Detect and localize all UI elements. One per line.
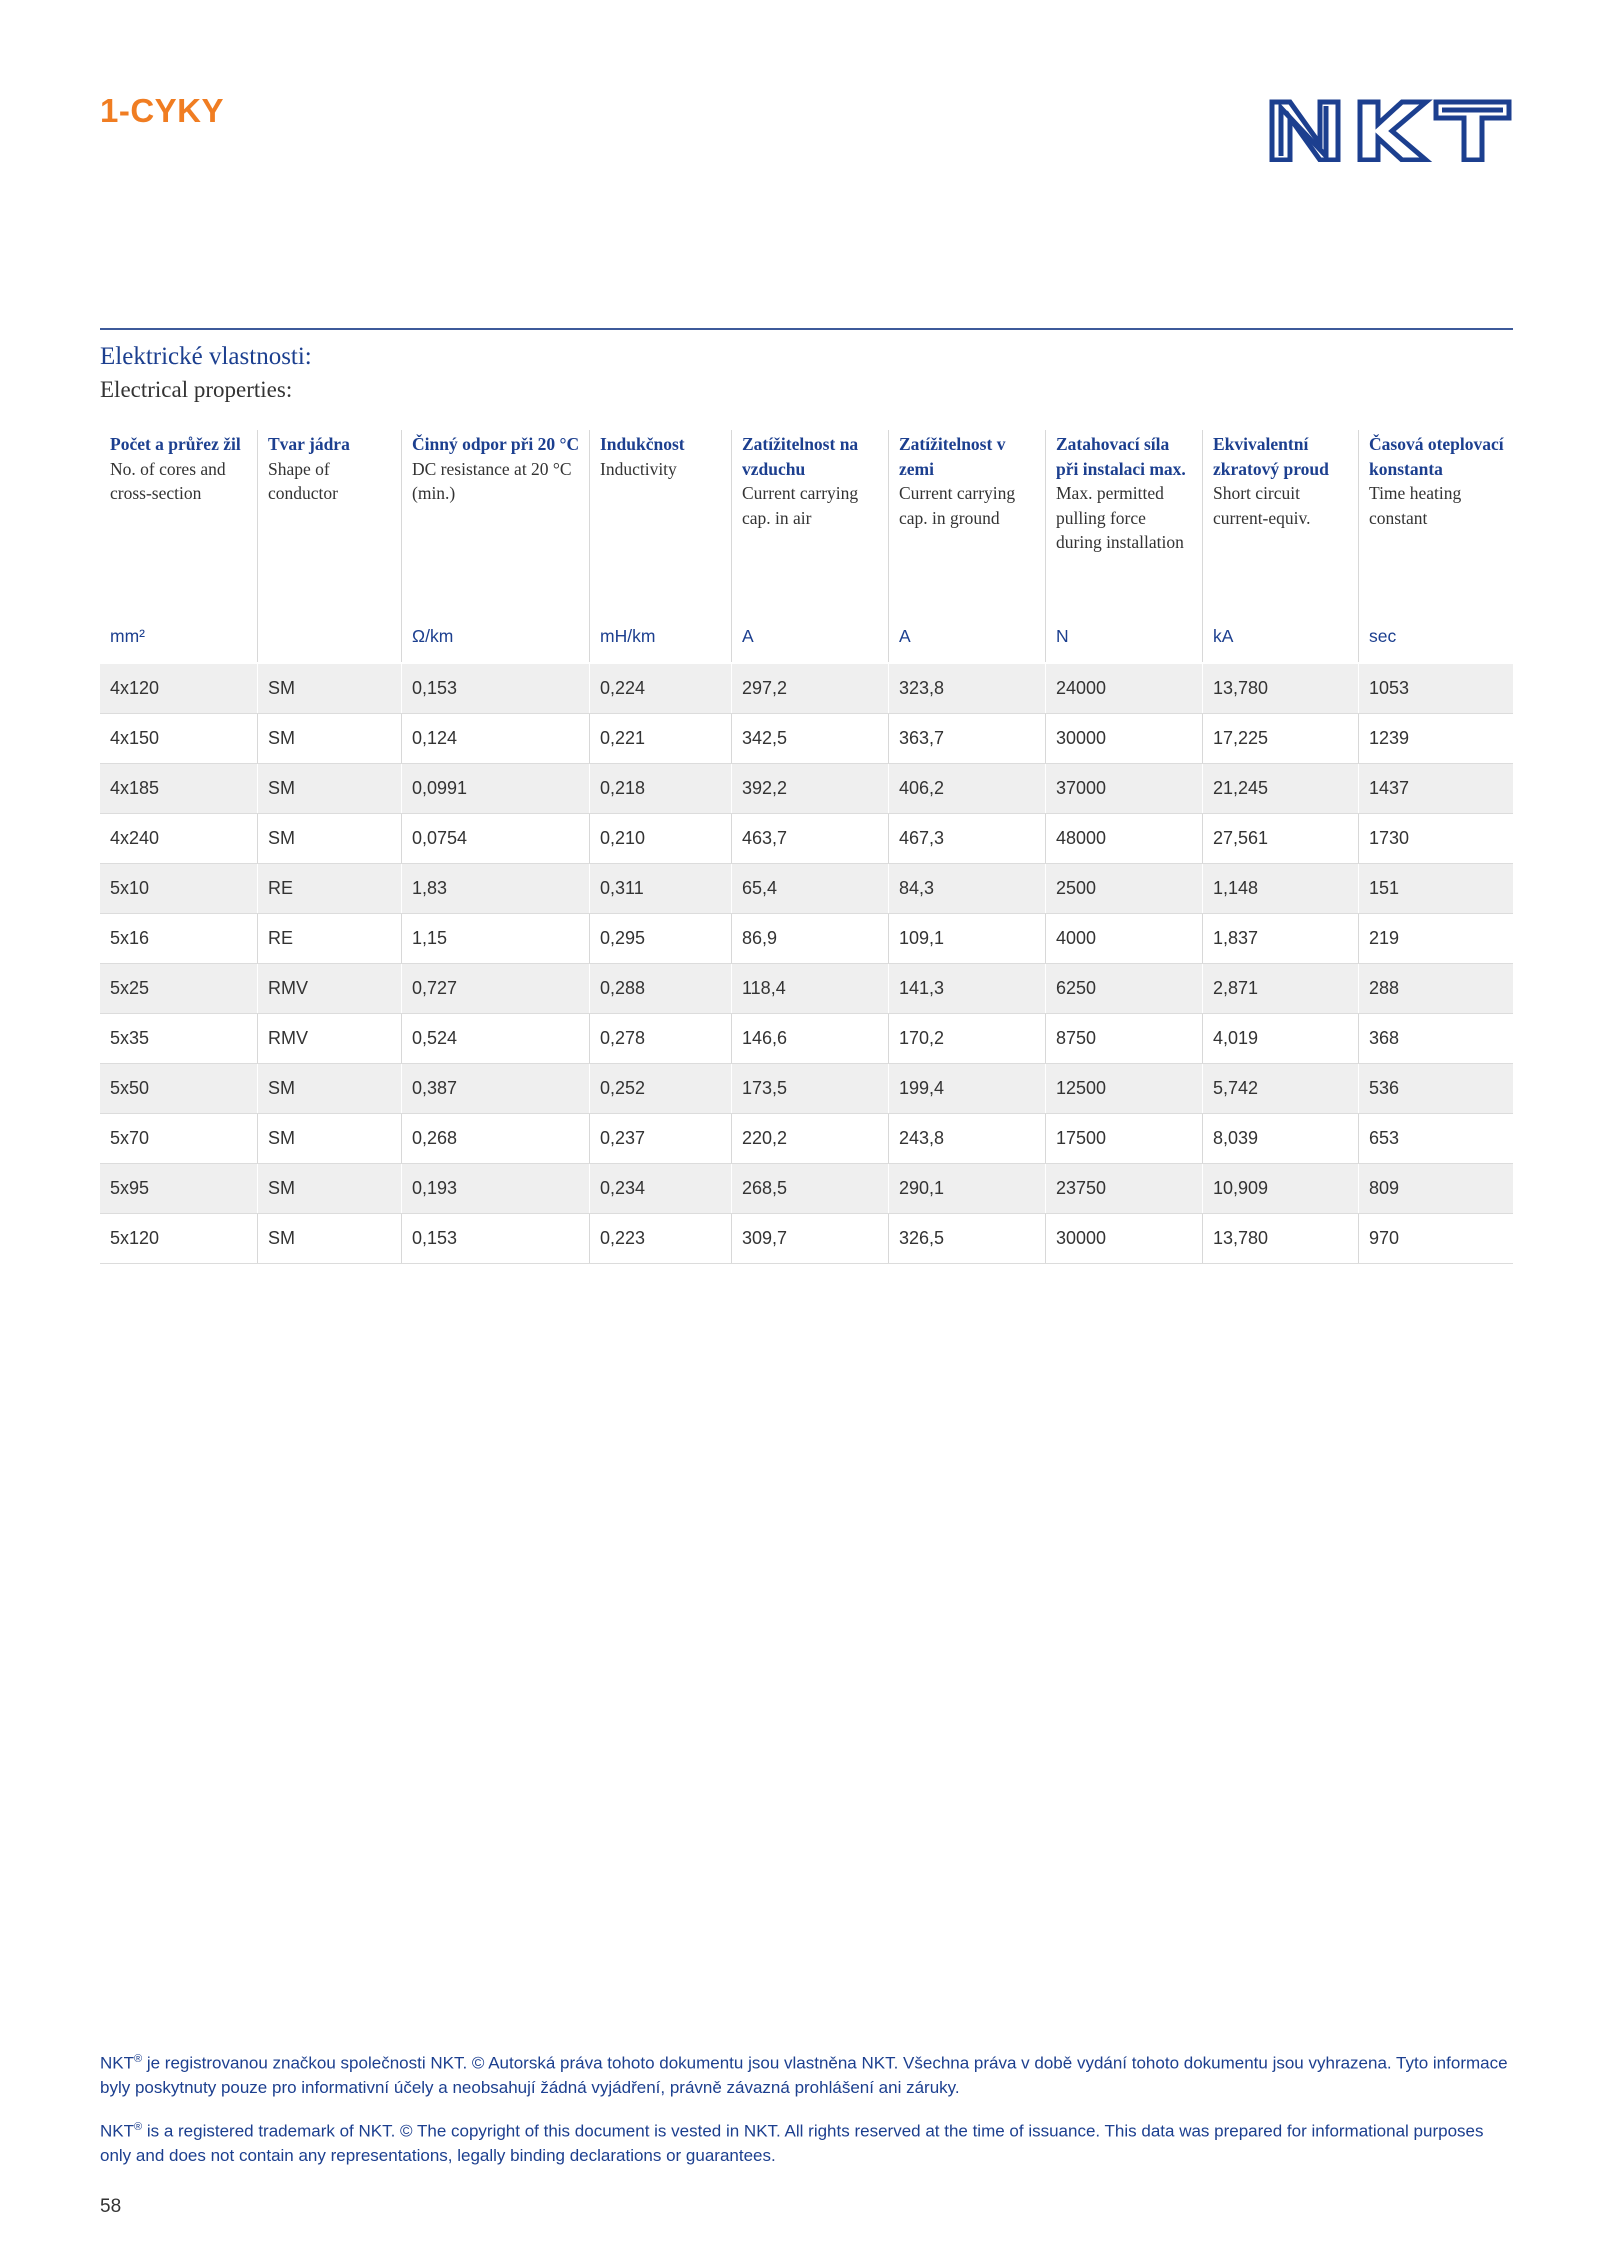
table-cell: 392,2 (732, 764, 888, 813)
table-cell: 4x240 (110, 828, 160, 848)
column-separator (589, 1014, 590, 1064)
table-cell: 309,7 (742, 1228, 788, 1248)
column-separator (401, 1064, 402, 1114)
table-cell: 5x70 (110, 1128, 150, 1148)
table-cell: 86,9 (742, 928, 778, 948)
column-header-cz: Časová oteplovací konstanta (1369, 434, 1504, 479)
table-cell: 809 (1359, 1164, 1513, 1213)
table-cell: 323,8 (889, 664, 1045, 713)
column-separator (1045, 864, 1046, 914)
nkt-logo (1268, 98, 1513, 162)
table-cell: SM (268, 828, 295, 848)
table-cell: 13,780 (1203, 664, 1358, 713)
column-separator (1358, 864, 1359, 914)
table-cell: 0,0754 (412, 828, 468, 848)
column-separator (257, 914, 258, 964)
column-separator (1358, 1114, 1359, 1164)
table-cell: 5x35 (110, 1028, 150, 1048)
table-row (100, 1064, 1513, 1114)
product-title: 1-CYKY (100, 92, 225, 129)
column-separator (888, 914, 889, 964)
column-separator (1358, 764, 1359, 814)
table-row (100, 664, 1513, 714)
table-cell: 24000 (1046, 664, 1202, 713)
table-cell: 0,210 (600, 828, 646, 848)
table-cell: 1,837 (1213, 928, 1259, 948)
column-header-en: Current carrying cap. in ground (899, 483, 1016, 528)
column-separator (1045, 964, 1046, 1014)
column-separator (401, 664, 402, 714)
table-cell: 23750 (1046, 1164, 1202, 1213)
table-cell: 4x120 (100, 664, 257, 713)
column-separator (401, 714, 402, 764)
column-separator (1045, 1214, 1046, 1264)
page-number: 58 (100, 2196, 122, 2217)
column-header-en: Time heating constant (1369, 483, 1462, 528)
column-separator (257, 1064, 258, 1114)
table-cell: 5x16 (110, 928, 150, 948)
table-cell: 0,221 (600, 728, 646, 748)
column-separator (731, 1114, 732, 1164)
table-cell: 0,288 (590, 964, 731, 1013)
column-separator (257, 764, 258, 814)
column-separator (888, 664, 889, 714)
trademark-mark: ® (134, 2053, 143, 2065)
table-cell: 0,153 (412, 1228, 458, 1248)
table-cell: RMV (258, 964, 401, 1013)
column-header (888, 430, 1045, 662)
table-cell: 0,252 (590, 1064, 731, 1113)
table-cell: SM (268, 728, 295, 748)
table-cell: SM (268, 1128, 295, 1148)
column-separator (401, 964, 402, 1014)
table-cell: 5x25 (100, 964, 257, 1013)
table-row (100, 1214, 1513, 1264)
column-separator (589, 764, 590, 814)
table-cell: 2,871 (1203, 964, 1358, 1013)
footer-disclaimer-cz (100, 2047, 1510, 2100)
column-separator (1045, 764, 1046, 814)
column-unit: A (742, 626, 754, 646)
table-cell: SM (268, 1228, 295, 1248)
table-cell: RE (258, 864, 401, 913)
table-cell: 467,3 (899, 828, 945, 848)
table-cell: 1,83 (402, 864, 589, 913)
column-separator (1358, 1214, 1359, 1264)
column-separator (401, 764, 402, 814)
column-separator (589, 1064, 590, 1114)
column-separator (1045, 1064, 1046, 1114)
table-row (100, 814, 1513, 864)
table-cell: 6250 (1046, 964, 1202, 1013)
column-separator (257, 1014, 258, 1064)
column-separator (888, 1214, 889, 1264)
column-separator (1045, 1164, 1046, 1214)
column-separator (731, 1064, 732, 1114)
section-subtitle: Electrical properties: (100, 377, 293, 402)
table-cell: 970 (1369, 1228, 1400, 1248)
table-cell: 8,039 (1213, 1128, 1259, 1148)
table-cell: 288 (1359, 964, 1513, 1013)
table-cell: 5,742 (1203, 1064, 1358, 1113)
column-separator (1045, 814, 1046, 864)
table-cell: 4000 (1056, 928, 1097, 948)
table-cell: 0,218 (590, 764, 731, 813)
table-cell: 219 (1369, 928, 1400, 948)
column-separator (401, 1164, 402, 1214)
column-separator (1358, 1014, 1359, 1064)
column-separator (731, 964, 732, 1014)
table-cell: 342,5 (742, 728, 788, 748)
column-separator (1358, 1164, 1359, 1214)
table-row (100, 1164, 1513, 1214)
column-separator (589, 1114, 590, 1164)
table-cell: 199,4 (889, 1064, 1045, 1113)
column-separator (401, 1214, 402, 1264)
column-separator (731, 1214, 732, 1264)
table-cell: 12500 (1046, 1064, 1202, 1113)
column-separator (1358, 714, 1359, 764)
table-cell: 30000 (1056, 1228, 1107, 1248)
table-cell: 463,7 (742, 828, 788, 848)
table-cell: 2500 (1046, 864, 1202, 913)
table-cell: 5x95 (100, 1164, 257, 1213)
table-cell: 0,224 (590, 664, 731, 713)
column-separator (731, 1014, 732, 1064)
table-cell: SM (258, 664, 401, 713)
table-cell: 5x10 (100, 864, 257, 913)
column-separator (1045, 714, 1046, 764)
table-row (100, 1014, 1513, 1064)
table-row (100, 864, 1513, 914)
column-separator (888, 714, 889, 764)
table-row (100, 714, 1513, 764)
table-cell: 0,278 (600, 1028, 646, 1048)
table-cell: 151 (1359, 864, 1513, 913)
table-cell: 48000 (1056, 828, 1107, 848)
column-header (731, 430, 888, 662)
column-separator (731, 1164, 732, 1214)
column-separator (731, 764, 732, 814)
column-separator (1045, 1114, 1046, 1164)
column-header-en: Current carrying cap. in air (742, 483, 859, 528)
footer-cz-lead: NKT (100, 2053, 134, 2073)
table-cell: 13,780 (1213, 1228, 1269, 1248)
column-separator (1202, 814, 1203, 864)
table-cell: 0,237 (600, 1128, 646, 1148)
column-separator (731, 664, 732, 714)
table-row (100, 964, 1513, 1014)
table-cell: 368 (1369, 1028, 1400, 1048)
column-separator (888, 964, 889, 1014)
table-cell: 37000 (1046, 764, 1202, 813)
table-cell: 4x185 (100, 764, 257, 813)
footer-disclaimer-en (100, 2115, 1510, 2168)
column-header-cz: Činný odpor při 20 °C (412, 434, 580, 454)
column-separator (1358, 664, 1359, 714)
table-cell: 5x120 (110, 1228, 160, 1248)
table-cell: 1,15 (412, 928, 448, 948)
table-cell: 0,223 (600, 1228, 646, 1248)
column-separator (1202, 1164, 1203, 1214)
column-header (401, 430, 589, 662)
table-cell: 4,019 (1213, 1028, 1259, 1048)
column-header-cz: Tvar jádra (268, 434, 350, 454)
column-header-en: Max. permitted pulling force during installation (1056, 483, 1184, 552)
column-separator (401, 814, 402, 864)
column-separator (589, 814, 590, 864)
table-cell: 290,1 (889, 1164, 1045, 1213)
row-divider (100, 1263, 1513, 1264)
column-separator (888, 1064, 889, 1114)
column-header-en: No. of cores and cross-section (110, 458, 226, 503)
table-cell: 653 (1369, 1128, 1400, 1148)
column-separator (1358, 914, 1359, 964)
column-separator (1202, 664, 1203, 714)
column-unit: kA (1213, 626, 1234, 646)
table-cell: SM (258, 1164, 401, 1213)
column-separator (257, 814, 258, 864)
column-separator (257, 714, 258, 764)
footer-cz-text: je registrovanou značkou společnosti NKT. © Autorská práva tohoto dokumentu jsou vlastněna NKT. Všechna práva v době vydání tohoto dokumentu jsou vyhrazena. Tyto informace byly poskytnuty pouze pro informativní účely a neobsahují žádná vyjádření, právně závazná prohlášení ani záruky. (100, 2053, 1508, 2097)
column-separator (257, 864, 258, 914)
table-cell: 0,295 (600, 928, 646, 948)
table-row (100, 1114, 1513, 1164)
column-header-cz: Zatahovací síla při instalaci max. (1056, 434, 1186, 479)
column-unit: A (899, 626, 911, 646)
table-cell: 220,2 (742, 1128, 788, 1148)
column-separator (1202, 1014, 1203, 1064)
table-cell: 17,225 (1213, 728, 1269, 748)
column-separator (1202, 914, 1203, 964)
column-header-en: Inductivity (600, 458, 677, 479)
table-cell: 268,5 (732, 1164, 888, 1213)
trademark-mark: ® (134, 2121, 143, 2133)
column-separator (589, 664, 590, 714)
footer-en-lead: NKT (100, 2121, 134, 2141)
table-cell: 173,5 (732, 1064, 888, 1113)
column-separator (1202, 764, 1203, 814)
column-separator (589, 864, 590, 914)
table-cell: 1239 (1369, 728, 1410, 748)
table-cell: SM (258, 1064, 401, 1113)
column-separator (1358, 964, 1359, 1014)
table-cell: 17500 (1056, 1128, 1107, 1148)
column-header (1202, 430, 1358, 662)
column-separator (1202, 964, 1203, 1014)
column-separator (257, 964, 258, 1014)
table-row (100, 914, 1513, 964)
table-cell: 0,387 (402, 1064, 589, 1113)
column-header-cz: Zatížitelnost v zemi (899, 434, 1006, 479)
table-cell: 1437 (1359, 764, 1513, 813)
column-header (589, 430, 731, 662)
table-cell: 406,2 (889, 764, 1045, 813)
column-separator (888, 1164, 889, 1214)
column-header-cz: Ekvivalentní zkratový proud (1213, 434, 1329, 479)
table-cell: 0,268 (412, 1128, 458, 1148)
table-cell: RMV (268, 1028, 308, 1048)
column-separator (1202, 714, 1203, 764)
table-cell: 65,4 (732, 864, 888, 913)
column-header-en: Shape of conductor (268, 458, 338, 503)
column-separator (1202, 864, 1203, 914)
table-cell: 84,3 (889, 864, 1045, 913)
column-separator (1045, 914, 1046, 964)
column-separator (1045, 1014, 1046, 1064)
column-separator (1202, 1064, 1203, 1114)
table-cell: 118,4 (732, 964, 888, 1013)
column-separator (1202, 1214, 1203, 1264)
column-unit: Ω/km (412, 626, 454, 646)
table-cell: 0,0991 (402, 764, 589, 813)
column-header (1358, 430, 1513, 662)
table-cell: 8750 (1056, 1028, 1097, 1048)
table-cell: 326,5 (899, 1228, 945, 1248)
table-cell: 0,153 (402, 664, 589, 713)
column-separator (257, 1114, 258, 1164)
table-cell: 363,7 (899, 728, 945, 748)
column-separator (888, 864, 889, 914)
table-cell: 536 (1359, 1064, 1513, 1113)
column-separator (589, 964, 590, 1014)
column-unit: N (1056, 626, 1069, 646)
column-separator (589, 914, 590, 964)
column-header-en: Short circuit current-equiv. (1213, 483, 1311, 528)
column-separator (1358, 1064, 1359, 1114)
column-separator (731, 814, 732, 864)
table-cell: 0,524 (412, 1028, 458, 1048)
column-separator (401, 1114, 402, 1164)
column-separator (401, 914, 402, 964)
table-cell: 0,124 (412, 728, 458, 748)
column-separator (888, 764, 889, 814)
column-header-cz: Indukčnost (600, 434, 685, 454)
table-cell: 1,148 (1203, 864, 1358, 913)
column-header (1045, 430, 1202, 662)
table-cell: 170,2 (899, 1028, 945, 1048)
table-cell: 1730 (1369, 828, 1410, 848)
table-cell: 21,245 (1203, 764, 1358, 813)
column-separator (401, 864, 402, 914)
column-separator (731, 714, 732, 764)
column-separator (589, 1164, 590, 1214)
column-header-cz: Zatížitelnost na vzduchu (742, 434, 859, 479)
table-cell: 30000 (1056, 728, 1107, 748)
column-separator (1358, 814, 1359, 864)
column-separator (257, 664, 258, 714)
column-separator (888, 1114, 889, 1164)
table-cell: 4x150 (110, 728, 160, 748)
footer-en-text: is a registered trademark of NKT. © The copyright of this document is vested in NKT. All rights reserved at the time of issuance. This data was prepared for informational purposes only and does not contain any representations, legally binding declarations or guarantees. (100, 2121, 1484, 2165)
section-title: Elektrické vlastnosti: (100, 343, 312, 370)
table-cell: SM (258, 764, 401, 813)
table-cell: 0,311 (590, 864, 731, 913)
table-cell: 1053 (1359, 664, 1513, 713)
table-cell: 146,6 (742, 1028, 788, 1048)
table-cell: 109,1 (899, 928, 945, 948)
section-rule (100, 328, 1513, 330)
column-separator (257, 1214, 258, 1264)
column-separator (731, 914, 732, 964)
column-separator (1045, 664, 1046, 714)
column-header-cz: Počet a průřez žil (110, 434, 241, 454)
column-separator (401, 1014, 402, 1064)
table-cell: RE (268, 928, 294, 948)
table-cell: 297,2 (732, 664, 888, 713)
column-unit: sec (1369, 626, 1397, 646)
column-separator (589, 1214, 590, 1264)
table-cell: 10,909 (1203, 1164, 1358, 1213)
column-separator (589, 714, 590, 764)
column-unit: mm² (110, 626, 145, 646)
column-header (100, 430, 257, 662)
column-unit: mH/km (600, 626, 656, 646)
table-cell: 0,727 (402, 964, 589, 1013)
table-cell: 27,561 (1213, 828, 1269, 848)
table-row (100, 764, 1513, 814)
column-separator (888, 1014, 889, 1064)
table-cell: 0,193 (402, 1164, 589, 1213)
column-separator (1202, 1114, 1203, 1164)
table-cell: 5x50 (100, 1064, 257, 1113)
column-header (257, 430, 401, 662)
column-separator (888, 814, 889, 864)
column-separator (257, 1164, 258, 1214)
table-cell: 243,8 (899, 1128, 945, 1148)
column-separator (731, 864, 732, 914)
column-header-en: DC resistance at 20 °C (min.) (412, 458, 572, 503)
table-cell: 141,3 (889, 964, 1045, 1013)
table-cell: 0,234 (590, 1164, 731, 1213)
